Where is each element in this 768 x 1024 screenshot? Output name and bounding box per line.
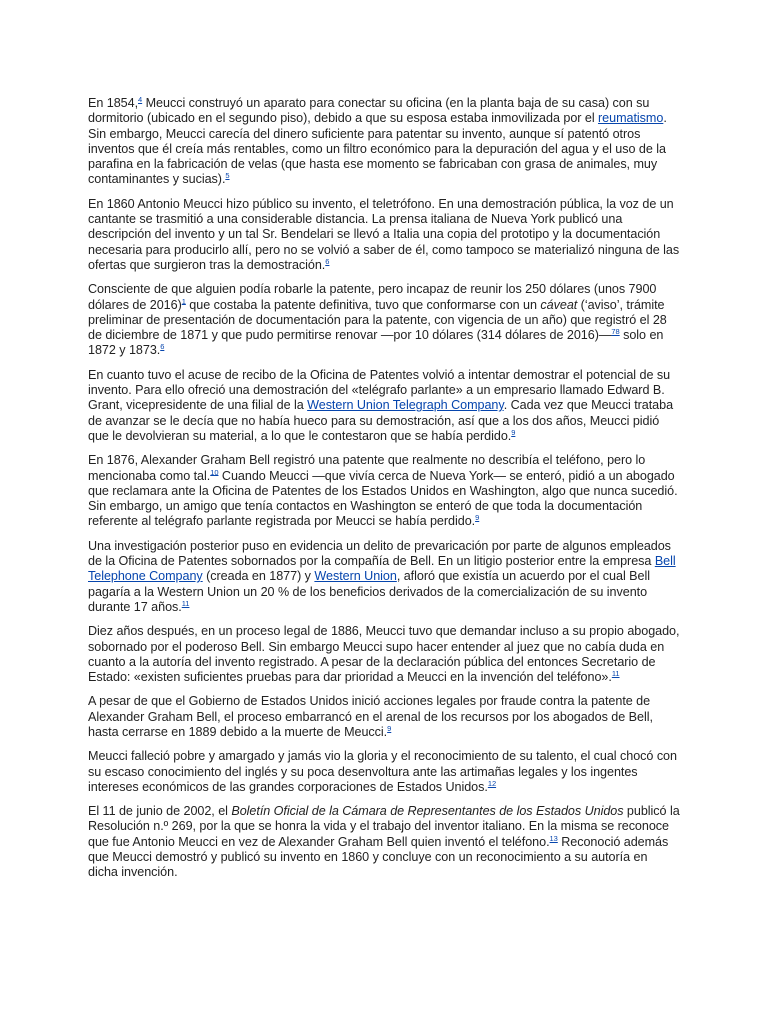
reference-link[interactable]: 12 (487, 778, 497, 788)
article-paragraph (88, 694, 680, 740)
text-run: Reconoció además que Meucci demostró y publicó su invento en 1860 y concluye con un reconocimiento a su autoría en dicha invención. (88, 834, 669, 880)
text-run: El 11 de junio de 2002, el (88, 804, 232, 819)
article-paragraph (88, 804, 680, 880)
article-paragraph (88, 368, 680, 444)
text-run: Consciente de que alguien podía robarle la patente, pero incapaz de reunir los 250 dólares (unos 7900 dólares de 2016) (88, 282, 657, 312)
article-paragraph (88, 197, 680, 273)
text-run: . Sin embargo, Meucci carecía del dinero suficiente para patentar su invento, aunque sí patentó otros inventos que él creía más rentables, como un filtro económico para la depuración del agua y el uso de la parafina en la fabricación de velas (que hasta ese momento se fabricaban con grasa de animales, muy contaminantes y sucias). (88, 111, 667, 187)
article-paragraph (88, 96, 680, 188)
reference-link[interactable]: 1 (181, 296, 186, 306)
inline-link[interactable]: Western Union Telegraph Company (307, 398, 504, 413)
reference-link[interactable]: 6 (325, 256, 330, 266)
article-body (88, 96, 680, 890)
italic-text: cáveat (540, 297, 578, 312)
text-run: (creada en 1877) y (202, 569, 315, 584)
article-paragraph (88, 453, 680, 529)
text-run: que costaba la patente definitiva, tuvo que conformarse con un (185, 297, 541, 312)
article-paragraph (88, 282, 680, 358)
text-run: Una investigación posterior puso en evidencia un delito de prevaricación por parte de algunos empleados de la Oficina de Patentes sobornados por la compañía de Bell. En un litigio posterior entre la empresa (88, 538, 671, 569)
text-run: En 1876, Alexander Graham Bell registró una patente que realmente no describía el teléfono, pero lo mencionaba como tal. (88, 453, 646, 483)
reference-link[interactable]: 5 (225, 171, 230, 181)
text-run: , afloró que existía un acuerdo por el cual Bell pagaría a la Western Union un 20 % de los beneficios derivados de la comercialización de su invento durante 17 años. (88, 569, 650, 614)
text-run: . Cada vez que Meucci trataba de avanzar se le decía que no había hueco para su demostración, así que a los dos años, Meucci pidió que le devolvieran su material, a lo que le contestaron que se había perdido. (88, 398, 674, 443)
reference-link[interactable]: 4 (138, 94, 143, 104)
inline-link[interactable]: Bell Telephone Company (88, 554, 676, 584)
italic-text: Boletín Oficial de la Cámara de Representantes de los Estados Unidos (231, 804, 624, 819)
article-paragraph (88, 749, 680, 795)
text-run: Diez años después, en un proceso legal de 1886, Meucci tuvo que demandar incluso a su propio abogado, sobornado por el poderoso Bell. Sin embargo Meucci supo hacer entender al juez que no cabía duda en cuanto a la autoría del invento registrado. A pesar de la declaración pública del entonces Secretario de Estado: «existen suficientes pruebas para dar prioridad a Meucci en la invención del teléfono». (88, 624, 680, 685)
reference-link[interactable]: 9 (387, 723, 392, 733)
reference-link[interactable]: 10 (210, 467, 219, 477)
article-paragraph (88, 624, 680, 685)
text-run: solo en 1872 y 1873. (88, 328, 664, 358)
reference-link[interactable]: 9 (511, 427, 516, 437)
text-run: Cuando Meucci —que vivía cerca de Nueva York— se enteró, pidió a un abogado que reclamara ante la Oficina de Patentes de los Estados Unidos en Washington, algo que nunca sucedió. Sin embargo, un amigo que tenía contactos en Washington se enteró de que toda la documentación referente al telégrafo parlante registrada por Meucci se había perdido. (88, 468, 678, 529)
text-run: (‘aviso’, trámite preliminar de presentación de documentación para la patente, con vigencia de un año) que registró el 28 de diciembre de 1871 y que pudo permitirse renovar —por 10 dólares (314 dólares de 2016)— (88, 297, 667, 343)
reference-link[interactable]: 78 (611, 326, 620, 336)
reference-link[interactable]: 13 (549, 833, 558, 843)
inline-link[interactable]: Western Union (314, 569, 397, 584)
text-run: Meucci falleció pobre y amargado y jamás vio la gloria y el reconocimiento de su talento, el cual chocó con su escaso conocimiento del inglés y su poca desenvoltura ante las artimañas legales y los ingentes intereses económicos de las grandes corporaciones de Estados Unidos. (88, 749, 677, 794)
reference-link[interactable]: 6 (160, 342, 165, 352)
article-paragraph (88, 539, 680, 615)
text-run: En 1854, (88, 96, 139, 110)
text-run: En 1860 Antonio Meucci hizo público su invento, el teletrófono. En una demostración pública, la voz de un cantante se trasmitió a una considerable distancia. La prensa italiana de Nueva York publicó una descripción del invento y un tal Sr. Bendelari se llevó a Italia una copia del prototipo y la documentación necesaria para producirlo allí, pero no se volvió a saber de él, como tampoco se materializó ninguna de las ofertas que surgieron tras la demostración. (88, 196, 680, 272)
inline-link[interactable]: reumatismo (598, 111, 664, 126)
text-run: Meucci construyó un aparato para conectar su oficina (en la planta baja de su casa) con su dormitorio (ubicado en el segundo piso), debido a que su esposa estaba inmovilizada por el (88, 96, 650, 126)
reference-link[interactable]: 9 (475, 513, 480, 523)
reference-link[interactable]: 11 (181, 598, 190, 608)
text-run: En cuanto tuvo el acuse de recibo de la Oficina de Patentes volvió a intentar demostrar el potencial de su invento. Para ello ofreció una demostración del «telégrafo parlante» a un empresario llamado Edward B. Grant, vicepresidente de una filial de la (88, 367, 671, 413)
text-run: A pesar de que el Gobierno de Estados Unidos inició acciones legales por fraude contra la patente de Alexander Graham Bell, el proceso embarrancó en el arenal de los recursos por los abogados de Bell, hasta cerrarse en 1889 debido a la muerte de Meucci. (88, 694, 653, 739)
text-run: publicó la Resolución n.º 269, por la que se honra la vida y el trabajo del inventor italiano. En la misma se reconoce que fue Antonio Meucci en vez de Alexander Graham Bell quien inventó el teléfono. (88, 804, 680, 849)
reference-link[interactable]: 11 (611, 668, 620, 678)
